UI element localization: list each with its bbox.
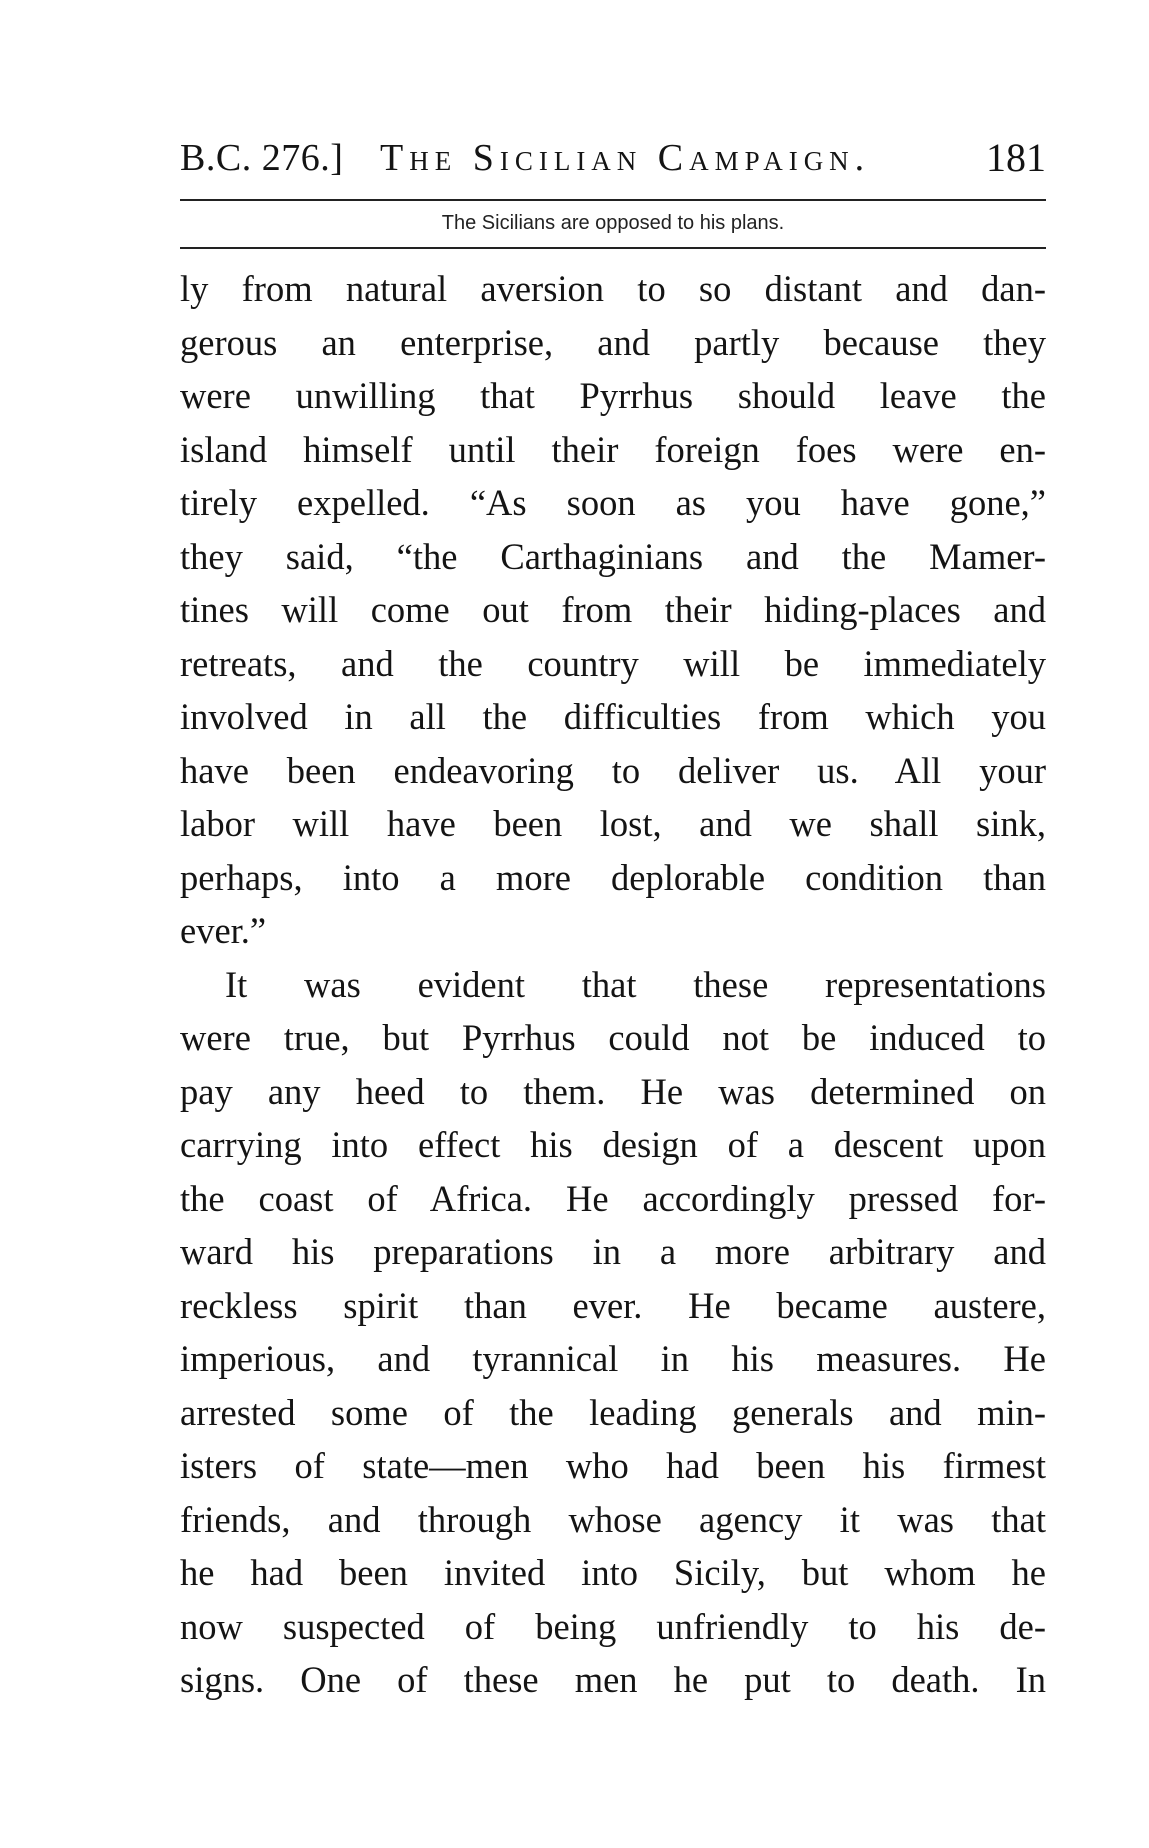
text-line: ward his preparations in a more arbitrary and (180, 1231, 1046, 1272)
text-line: tirely expelled. “As soon as you have gone,” (180, 482, 1046, 523)
text-line: they said, “the Carthaginians and the Mamer- (180, 535, 1046, 577)
header-rule-top (180, 199, 1046, 201)
text-line: tines will come out from their hiding-places and (180, 589, 1046, 630)
header-rule-bottom (180, 247, 1046, 249)
text-line: involved in all the difficulties from which you (180, 696, 1046, 737)
text-line: perhaps, into a more deplorable condition than (180, 856, 1046, 898)
paragraph-1 (180, 262, 1046, 958)
header-date: B.C. 276.] (180, 137, 344, 179)
text-line: signs. One of these men he put to death. In (180, 1659, 1046, 1700)
text-line: pay any heed to them. He was determined on (180, 1070, 1046, 1112)
text-line: ly from natural aversion to so distant and dan- (180, 268, 1046, 309)
text-line: isters of state—men who had been his firmest (180, 1445, 1046, 1486)
header-title: The Sicilian Campaign. (380, 137, 871, 179)
text-line: labor will have been lost, and we shall sink, (180, 803, 1046, 844)
text-line: now suspected of being unfriendly to his de- (180, 1605, 1046, 1647)
text-line: have been endeavoring to deliver us. All your (180, 749, 1046, 791)
paragraph-2 (180, 958, 1046, 1707)
text-line: arrested some of the leading generals and min- (180, 1391, 1046, 1433)
text-line: carrying into effect his design of a descent upon (180, 1124, 1046, 1165)
text-line: were unwilling that Pyrrhus should leave the (180, 375, 1046, 416)
text-line: imperious, and tyrannical in his measures. He (180, 1338, 1046, 1379)
text-line: reckless spirit than ever. He became austere, (180, 1284, 1046, 1326)
text-line: were true, but Pyrrhus could not be induced to (180, 1017, 1046, 1058)
text-line: retreats, and the country will be immediately (180, 642, 1046, 684)
text-line: It was evident that these representations (225, 963, 1046, 1005)
running-head (180, 132, 1046, 184)
text-line: the coast of Africa. He accordingly pressed for- (180, 1177, 1046, 1219)
subheading: The Sicilians are opposed to his plans. (441, 212, 785, 234)
text-line: gerous an enterprise, and partly because they (180, 321, 1046, 363)
text-line: ever.” (180, 910, 267, 951)
text-line: he had been invited into Sicily, but whom he (180, 1552, 1046, 1593)
page-number: 181 (986, 135, 1046, 180)
body-text (180, 262, 1046, 1707)
text-line: island himself until their foreign foes were en- (180, 428, 1046, 470)
text-line: friends, and through whose agency it was that (180, 1498, 1046, 1540)
